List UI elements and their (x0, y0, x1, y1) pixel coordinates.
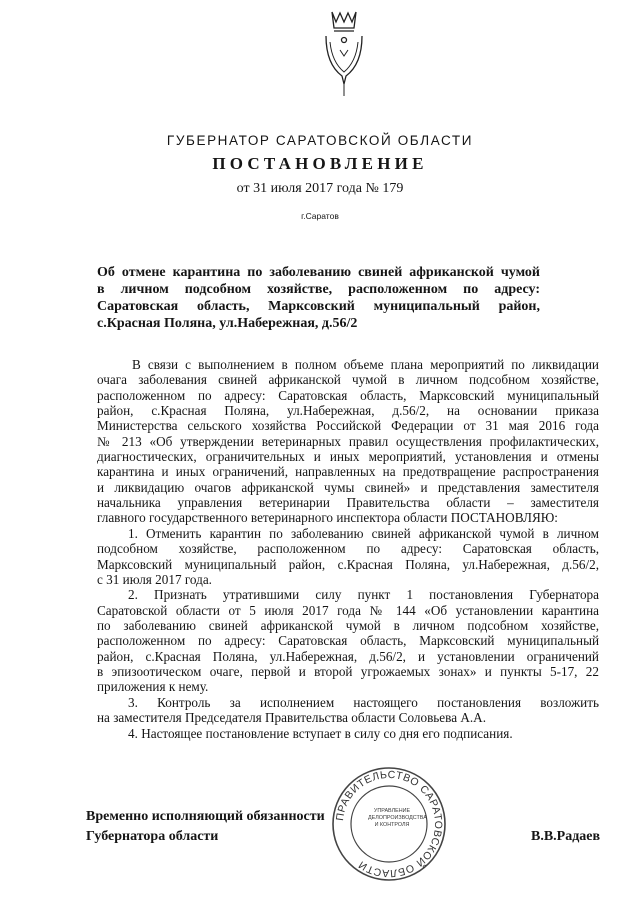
body-line: диагностических, ограничительных и иных мероприятий, установления и отмены (97, 449, 599, 464)
seal-inner-line: УПРАВЛЕНИЕ (373, 808, 411, 814)
body-line: Министерства сельского хозяйства Российской Федерации от 31 мая 2016 года (97, 418, 599, 433)
body-line: и ликвидацию очагов африканской чумы свиней» и представления заместителя (97, 480, 599, 495)
clause-3-line: 3. Контроль за исполнением настоящего постановления возложить (128, 695, 599, 710)
clause-1-line: с 31 июля 2017 года. (97, 572, 212, 587)
svg-text:ПРАВИТЕЛЬСТВО САРАТОВСКОЙ ОБЛА: ПРАВИТЕЛЬСТВО САРАТОВСКОЙ ОБЛАСТИ (334, 768, 445, 880)
title-line: в личном подсобном хозяйстве, расположенном по адресу: (97, 282, 540, 297)
clause-1-line: Марксовский муниципальный район, с.Красная Поляна, ул.Набережная, д.56/2, (97, 557, 599, 572)
title-line: Саратовская область, Марксовский муниципальный район, (97, 299, 540, 314)
body-line: № 213 «Об утверждении ветеринарных правил осуществления профилактических, (97, 434, 599, 449)
signatory-position: Губернатора области (86, 829, 219, 844)
signatory-name: В.В.Радаев (531, 829, 601, 844)
date-and-number: от 31 июля 2017 года № 179 (236, 181, 404, 196)
clause-2-line: приложения к нему. (97, 679, 209, 694)
issuer-heading: ГУБЕРНАТОР САРАТОВСКОЙ ОБЛАСТИ (166, 133, 474, 148)
clause-2-line: расположенном по адресу: Саратовская область, Марксовский муниципальный (97, 633, 599, 648)
title-line: с.Красная Поляна, ул.Набережная, д.56/2 (97, 316, 358, 331)
clause-3-line: на заместителя Председателя Правительства области Соловьева А.А. (97, 710, 487, 725)
seal-inner-line: ДЕЛОПРОИЗВОДСТВА (368, 815, 427, 821)
clause-2-line: по заболеванию свиней африканской чумой в личном подсобном хозяйстве, (97, 618, 599, 633)
clause-1-line: 1. Отменить карантин по заболеванию свиней африканской чумой в личном (128, 526, 599, 541)
clause-2-line: район, с.Красная Поляна, ул.Набережная, д.56/2, и установлении ограничений (97, 649, 599, 664)
signatory-position: Временно исполняющий обязанности (86, 809, 325, 824)
body-line: карантина и иных ограничений, направленных на предотвращение распространения (97, 464, 599, 479)
body-line: очага заболевания свиней африканской чумой в личном подсобном хозяйстве, (97, 372, 599, 387)
clause-4-line: 4. Настоящее постановление вступает в силу со дня его подписания. (128, 726, 513, 741)
body-line: главного государственного ветеринарного инспектора области ПОСТАНОВЛЯЮ: (97, 510, 558, 525)
clause-2-line: 2. Признать утратившими силу пункт 1 постановления Губернатора (128, 587, 599, 602)
seal-inner-line: И КОНТРОЛЯ (374, 822, 410, 828)
clause-1-line: подсобном хозяйстве, расположенном по адресу: Саратовская область, (97, 541, 599, 556)
body-line: расположенном по адресу: Саратовская область, Марксовский муниципальный (97, 388, 599, 403)
clause-2-line: Саратовской области от 5 июля 2017 года № 144 «Об установлении карантина (97, 603, 599, 618)
document-type-title: ПОСТАНОВЛЕНИЕ (212, 154, 428, 173)
body-line: В связи с выполнением в полном объеме плана мероприятий по ликвидации (132, 357, 599, 372)
title-line: Об отмене карантина по заболеванию свиней африканской чумой (97, 265, 540, 280)
crown-emblem-icon (320, 6, 368, 98)
body-line: начальника управления ветеринарии Правительства области – заместителя (97, 495, 599, 510)
clause-2-line: в эпизоотическом очаге, первой и второй угрожаемых зонах» и пункты 5-17, 22 (97, 664, 599, 679)
city-label: г.Саратов (301, 211, 339, 221)
body-line: район, с.Красная Поляна, ул.Набережная, д.56/2, на основании приказа (97, 403, 599, 418)
